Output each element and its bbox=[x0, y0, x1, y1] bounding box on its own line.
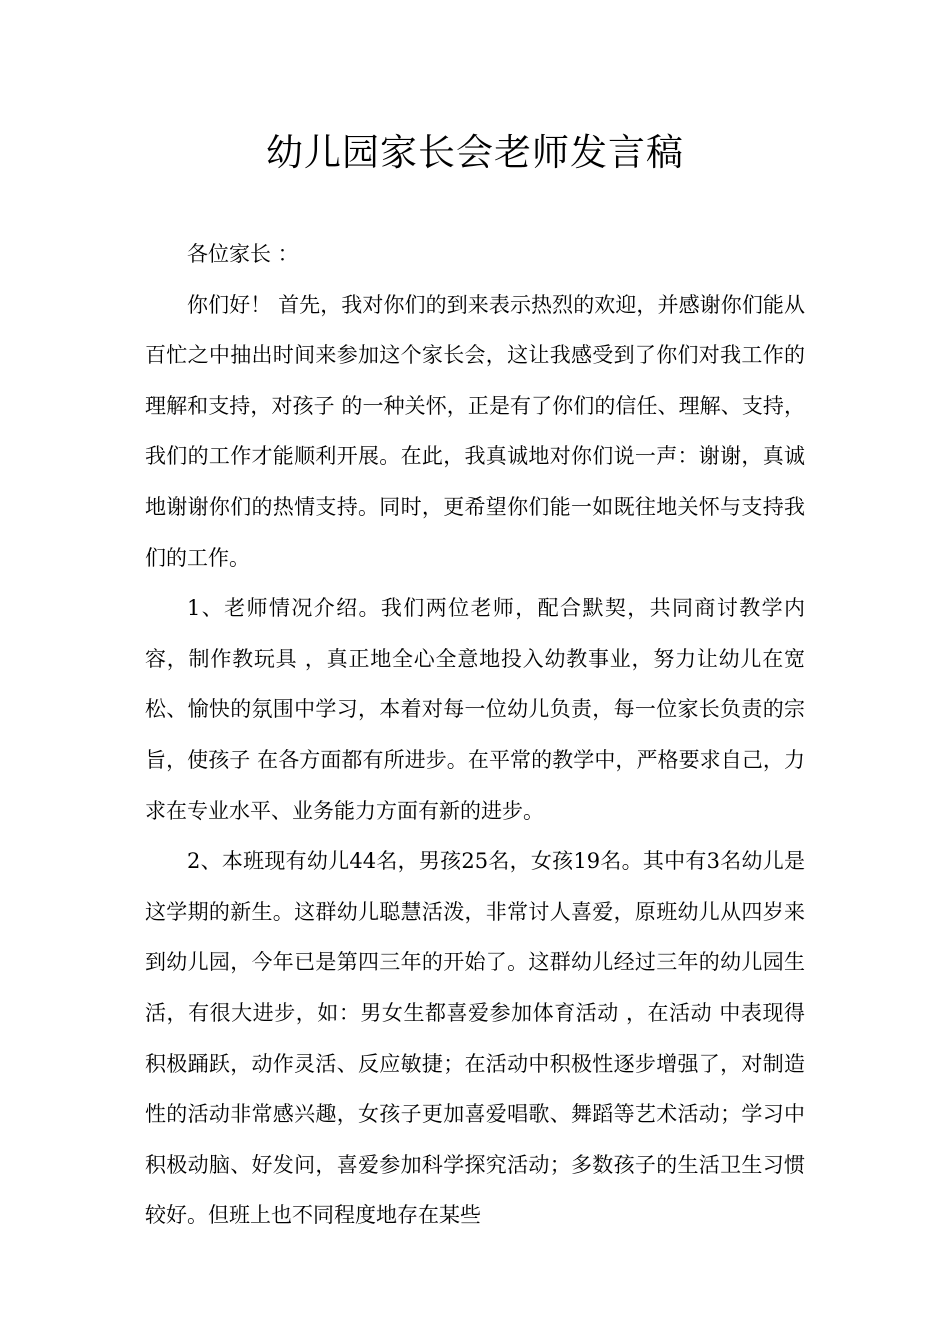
greeting-paragraph: 各位家长 ： bbox=[187, 242, 299, 266]
document-title: 幼儿园家长会老师发言稿 bbox=[266, 131, 684, 174]
intro-paragraph: 你们好！ 首先，我对你们的到来表示热烈的欢迎，并感谢你们能从百忙之中抽出时间来参加这个家长会，这让我感受到了你们对我工作的理解和支持，对孩子 的一种关怀，正是有了你们的信任、理解、支持，我们的工作才能顺利开展。在此，我真诚地对你们说一声：谢谢，真诚地谢谢你们的热情支持。同时，更希望你们能一如既往地关怀与支持我们的工作。 bbox=[145, 292, 805, 570]
document-body bbox=[145, 229, 805, 1241]
class-info-paragraph: 2、本班现有幼儿44名，男孩25名，女孩19名。其中有3名幼儿是这学期的新生。这群幼儿聪慧活泼，非常讨人喜爱，原班幼儿从四岁来到幼儿园，今年已是第四三年的开始了。这群幼儿经过三年的幼儿园生活，有很大进步，如：男女生都喜爱参加体育活动 ，在活动 中表现得积极踊跃，动作灵活、反应敏捷；在活动中积极性逐步增强了，对制造性的活动非常感兴趣，女孩子更加喜爱唱歌、舞蹈等艺术活动；学习中积极动脑、好发问，喜爱参加科学探究活动；多数孩子的生活卫生习惯较好。但班上也不同程度地存在某些 bbox=[145, 849, 805, 1228]
teacher-intro-paragraph: 1、老师情况介绍。我们两位老师，配合默契，共同商讨教学内容，制作教玩具 ，真正地全心全意地投入幼教事业，努力让幼儿在宽松、愉快的氛围中学习，本着对每一位幼儿负责，每一位家长负责的宗旨，使孩子 在各方面都有所进步。在平常的教学中，严格要求自己，力求在专业水平、业务能力方面有新的进步。 bbox=[145, 596, 805, 823]
